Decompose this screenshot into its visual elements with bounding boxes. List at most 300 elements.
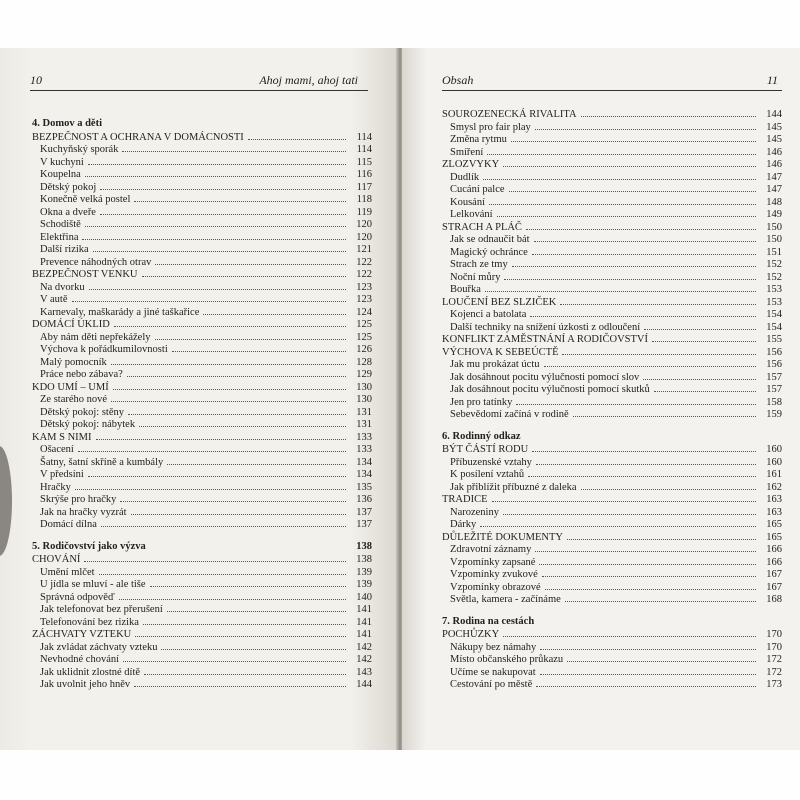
toc-entry-title: Změna rytmu: [450, 134, 507, 145]
toc-leader-dots: [528, 468, 756, 477]
toc-leader-dots: [487, 146, 756, 155]
toc-entry-title: K posílení vztahů: [450, 469, 525, 480]
toc-entry: [442, 443, 782, 456]
toc-leader-dots: [539, 556, 756, 565]
toc-entry-page: 138: [356, 540, 372, 552]
toc-entry-title: Další rizika: [40, 244, 89, 255]
toc-entry-title: Hračky: [40, 481, 71, 493]
toc-entry-title: Schodiště: [40, 219, 81, 230]
toc-entry-page: 137: [356, 506, 372, 518]
toc-entry: [32, 331, 372, 344]
toc-entry-title: Domácí dílna: [40, 519, 97, 530]
toc-entry: [32, 393, 372, 406]
toc-leader-dots: [139, 418, 346, 427]
toc-entry: [32, 666, 372, 679]
toc-leader-dots: [203, 306, 346, 315]
toc-leader-dots: [88, 468, 346, 477]
toc-entry-page: 150: [766, 234, 782, 245]
toc-entry: [442, 171, 782, 184]
toc-entry-page: 157: [766, 371, 782, 383]
toc-entry-title: Strach ze tmy: [450, 259, 508, 270]
toc-leader-dots: [542, 568, 756, 577]
toc-entry-title: Okna a dveře: [40, 206, 96, 218]
toc-entry-title: Správná odpověď: [40, 591, 115, 603]
toc-entry-page: 141: [356, 629, 372, 640]
toc-leader-dots: [122, 143, 346, 152]
toc-entry: [32, 231, 372, 244]
toc-entry-title: Cestování po městě: [450, 679, 533, 690]
toc-entry: [32, 268, 372, 281]
toc-entry-title: Příbuzenské vztahy: [450, 456, 532, 468]
toc-entry-title: KAM S NIMI: [32, 431, 92, 443]
toc-entry: [32, 443, 372, 456]
toc-entry: [442, 233, 782, 246]
toc-entry-page: 165: [766, 519, 782, 530]
binder-clip-shadow: [0, 446, 12, 556]
toc-entry: [32, 356, 372, 369]
toc-entry-page: 128: [356, 356, 372, 368]
toc-entry: [32, 641, 372, 654]
toc-leader-dots: [567, 653, 756, 662]
toc-leader-dots: [643, 371, 756, 380]
toc-leader-dots: [123, 653, 346, 662]
toc-entry-page: 163: [766, 494, 782, 505]
toc-entry-page: 162: [766, 481, 782, 493]
toc-entry: [442, 183, 782, 196]
toc-leader-dots: [101, 518, 346, 527]
toc-entry-page: 133: [356, 431, 372, 443]
toc-entry-title: ZÁCHVATY VZTEKU: [32, 629, 132, 640]
toc-entry-page: 146: [766, 159, 782, 170]
toc-entry-title: Jen pro tatínky: [450, 396, 513, 408]
toc-entry-title: Smysl pro fair play: [450, 121, 531, 133]
toc-entry-page: 152: [766, 271, 782, 283]
toc-entry: [32, 603, 372, 616]
toc-entry-page: 124: [356, 306, 372, 318]
toc-entry: [442, 308, 782, 321]
toc-entry-title: Bouřka: [450, 284, 481, 295]
toc-entry: [442, 468, 782, 481]
toc-leader-dots: [536, 678, 756, 687]
toc-leader-dots: [120, 493, 346, 502]
toc-entry-title: U jídla se mluví - ale tiše: [40, 579, 146, 590]
toc-entry-title: DŮLEŽITÉ DOKUMENTY: [442, 531, 564, 543]
toc-entry-page: 149: [766, 209, 782, 220]
toc-entry: [442, 678, 782, 691]
toc-entry-title: Umění mlčet: [40, 566, 95, 578]
toc-entry-title: Telefonování bez rizika: [40, 616, 139, 628]
toc-entry-page: 167: [766, 569, 782, 580]
toc-entry-title: Dětský pokoj: [40, 181, 97, 193]
toc-entry-page: 160: [766, 444, 782, 455]
toc-leader-dots: [85, 168, 346, 177]
toc-entry-title: Šatny, šatní skříně a kumbály: [40, 456, 164, 468]
toc-entry-title: Noční můry: [450, 271, 501, 283]
toc-entry: [32, 468, 372, 481]
toc-leader-dots: [114, 318, 346, 327]
toc-entry-title: STRACH A PLÁČ: [442, 221, 522, 233]
toc-entry: [32, 293, 372, 306]
toc-entry-title: Narozeniny: [450, 506, 499, 518]
toc-leader-dots: [131, 506, 346, 515]
toc-entry-title: Prevence náhodných otrav: [40, 256, 152, 268]
toc-entry: [32, 406, 372, 419]
toc-entry-title: Jak se odnaučit bát: [450, 234, 530, 245]
toc-leader-dots: [538, 616, 756, 624]
toc-entry: [442, 641, 782, 654]
toc-entry-title: Elektřina: [40, 231, 79, 243]
toc-entry: [32, 181, 372, 194]
toc-entry: [32, 368, 372, 381]
toc-leader-dots: [509, 183, 756, 192]
toc-entry-title: DOMÁCÍ ÚKLID: [32, 319, 110, 330]
toc-leader-dots: [567, 531, 756, 540]
toc-entry-page: 144: [356, 679, 372, 690]
toc-leader-dots: [644, 321, 756, 330]
toc-leader-dots: [581, 108, 756, 117]
toc-entry-page: 166: [766, 544, 782, 555]
toc-entry-title: Kousání: [450, 196, 485, 208]
toc-entry-title: Vzpomínky zvukové: [450, 569, 538, 580]
toc-leader-dots: [85, 218, 346, 227]
toc-leader-dots: [532, 246, 756, 255]
toc-leader-dots: [88, 156, 346, 165]
toc-entry-page: 170: [766, 641, 782, 653]
toc-entry-title: Konečně velká postel: [40, 194, 131, 205]
toc-entry-title: Výchova k pořádkumilovnosti: [40, 344, 168, 355]
toc-entry: [32, 156, 372, 169]
toc-entry: [32, 168, 372, 181]
toc-entry-title: Další techniky na snížení úzkosti z odloučení: [450, 321, 641, 333]
toc-entry-title: KONFLIKT ZAMĚSTNÁNÍ A RODIČOVSTVÍ: [442, 334, 649, 345]
left-page: [0, 48, 398, 750]
toc-leader-dots: [540, 666, 756, 675]
toc-entry: [442, 271, 782, 284]
toc-entry-title: Jak na hračky vyzrát: [40, 506, 127, 518]
toc-leader-dots: [565, 593, 756, 602]
toc-entry: [32, 493, 372, 506]
toc-entry-page: 163: [766, 506, 782, 518]
toc-entry: [442, 383, 782, 396]
toc-leader-dots: [489, 196, 756, 205]
toc-entry: [32, 281, 372, 294]
toc-entry-title: Jak uklidnit zlostné dítě: [40, 666, 141, 678]
toc-entry-title: POCHŮZKY: [442, 629, 500, 640]
toc-entry-title: Dárky: [450, 519, 477, 530]
toc-entry-page: 126: [356, 344, 372, 355]
toc-entry-page: 165: [766, 531, 782, 543]
toc-entry: [442, 346, 782, 359]
toc-entry: [32, 678, 372, 691]
toc-leader-dots: [530, 308, 756, 317]
toc-entry-title: V předsíni: [40, 469, 84, 480]
toc-entry: [32, 243, 372, 256]
toc-entry: [32, 566, 372, 579]
toc-leader-dots: [511, 133, 756, 142]
toc-leader-dots: [127, 368, 346, 377]
right-page: [402, 48, 800, 750]
toc-leader-dots: [562, 346, 756, 355]
right-head-rule: [442, 90, 782, 91]
toc-entry-page: 172: [766, 666, 782, 678]
toc-leader-dots: [82, 231, 346, 240]
toc-entry-title: Sebevědomí začíná v rodině: [450, 409, 569, 420]
toc-entry-title: VÝCHOVA K SEBEÚCTĚ: [442, 346, 559, 358]
toc-entry-title: Skrýše pro hračky: [40, 494, 117, 505]
toc-entry-title: Dětský pokoj: stěny: [40, 406, 124, 418]
toc-entry: [442, 628, 782, 641]
toc-entry-title: Světla, kamera - začínáme: [450, 594, 561, 605]
toc-entry-title: TRADICE: [442, 494, 488, 505]
toc-entry: [442, 196, 782, 209]
toc-entry-title: Nákupy bez námahy: [450, 641, 537, 653]
toc-entry-title: Místo občanského průkazu: [450, 654, 564, 665]
toc-entry: [442, 208, 782, 221]
toc-entry-page: 134: [356, 469, 372, 480]
toc-entry-title: Ze starého nové: [40, 394, 108, 405]
toc-entry-page: 142: [356, 641, 372, 653]
toc-leader-dots: [534, 233, 756, 242]
toc-entry-page: 141: [356, 616, 372, 628]
toc-entry: [32, 143, 372, 156]
toc-leader-dots: [119, 591, 346, 600]
toc-leader-dots: [96, 431, 346, 440]
toc-entry-page: 122: [356, 269, 372, 280]
toc-entry-title: Vzpomínky zapsané: [450, 556, 536, 568]
toc-entry-page: 145: [766, 121, 782, 133]
toc-leader-dots: [89, 281, 346, 290]
toc-entry: [32, 653, 372, 666]
toc-entry: [442, 158, 782, 171]
toc-entry: [442, 568, 782, 581]
toc-entry-page: 118: [356, 194, 372, 205]
toc-entry-page: 137: [356, 519, 372, 530]
toc-entry-page: 130: [356, 381, 372, 393]
toc-leader-dots: [497, 208, 756, 217]
toc-entry: [32, 318, 372, 331]
toc-entry: [32, 418, 372, 431]
toc-entry-title: CHOVÁNÍ: [32, 554, 81, 565]
toc-entry-page: 135: [356, 481, 372, 493]
toc-entry-page: 161: [766, 469, 782, 480]
toc-entry-title: Jak zvládat záchvaty vzteku: [40, 641, 158, 653]
right-running-head: Obsah: [442, 73, 474, 87]
toc-entry: [442, 431, 782, 444]
toc-leader-dots: [106, 118, 346, 126]
toc-leader-dots: [485, 283, 756, 292]
toc-leader-dots: [155, 331, 347, 340]
toc-entry-page: 140: [356, 591, 372, 603]
toc-entry-title: Aby nám děti nepřekážely: [40, 331, 151, 343]
toc-leader-dots: [544, 358, 756, 367]
toc-entry-page: 134: [356, 456, 372, 468]
toc-entry-title: Dětský pokoj: nábytek: [40, 419, 136, 430]
toc-leader-dots: [524, 431, 756, 439]
toc-leader-dots: [503, 506, 756, 515]
toc-leader-dots: [113, 381, 346, 390]
toc-entry: [442, 108, 782, 121]
toc-entry: [442, 506, 782, 519]
toc-leader-dots: [516, 396, 756, 405]
toc-leader-dots: [483, 171, 756, 180]
toc-entry-title: BEZPEČNOST VENKU: [32, 269, 138, 280]
toc-leader-dots: [480, 518, 756, 527]
toc-leader-dots: [652, 333, 756, 342]
toc-leader-dots: [503, 628, 756, 637]
toc-leader-dots: [111, 393, 346, 402]
toc-entry: [32, 456, 372, 469]
toc-entry-page: 152: [766, 259, 782, 270]
toc-entry: [442, 358, 782, 371]
toc-entry: [442, 581, 782, 594]
toc-entry-page: 120: [356, 231, 372, 243]
toc-entry-title: Nevhodné chování: [40, 654, 120, 665]
toc-entry: [32, 553, 372, 566]
toc-entry: [442, 296, 782, 309]
toc-leader-dots: [535, 543, 756, 552]
toc-entry-page: 133: [356, 444, 372, 455]
toc-entry-page: 153: [766, 284, 782, 295]
toc-entry-title: Jak telefonovat bez přerušení: [40, 604, 163, 615]
toc-entry-title: 6. Rodinný odkaz: [442, 430, 521, 442]
toc-entry-page: 114: [356, 131, 372, 143]
toc-entry-page: 157: [766, 384, 782, 395]
toc-entry-page: 125: [356, 331, 372, 343]
toc-entry-page: 123: [356, 281, 372, 293]
toc-entry-title: Karnevaly, maškarády a jiné taškařice: [40, 306, 200, 318]
toc-entry-page: 114: [356, 144, 372, 155]
open-book: [0, 48, 800, 750]
toc-entry-page: 131: [356, 419, 372, 430]
toc-leader-dots: [100, 206, 346, 215]
toc-entry-page: 121: [356, 244, 372, 255]
toc-leader-dots: [143, 616, 346, 625]
toc-leader-dots: [560, 296, 756, 305]
toc-entry-title: Kuchyňský sporák: [40, 144, 119, 155]
toc-entry-title: Magický ochránce: [450, 246, 528, 258]
toc-entry: [442, 371, 782, 384]
toc-leader-dots: [535, 121, 756, 130]
toc-entry: [442, 221, 782, 234]
toc-entry-page: 115: [356, 156, 372, 168]
toc-entry: [32, 591, 372, 604]
toc-entry-page: 122: [356, 256, 372, 268]
toc-entry-page: 154: [766, 321, 782, 333]
toc-leader-dots: [504, 271, 756, 280]
toc-entry: [442, 493, 782, 506]
toc-entry-title: Cucání palce: [450, 184, 505, 195]
toc-entry-title: Jak mu prokázat úctu: [450, 359, 540, 370]
toc-entry-page: 154: [766, 309, 782, 320]
toc-entry-title: Zdravotní záznamy: [450, 544, 532, 555]
toc-entry-page: 129: [356, 369, 372, 380]
toc-entry-page: 153: [766, 296, 782, 308]
toc-entry-page: 136: [356, 494, 372, 505]
toc-entry-page: 144: [766, 109, 782, 120]
toc-entry: [442, 283, 782, 296]
toc-leader-dots: [135, 628, 346, 637]
left-toc: [32, 108, 372, 691]
toc-leader-dots: [167, 603, 346, 612]
toc-entry: [442, 593, 782, 606]
toc-leader-dots: [581, 481, 756, 490]
toc-entry: [442, 556, 782, 569]
toc-leader-dots: [161, 641, 346, 650]
toc-entry-title: Lelkování: [450, 209, 493, 220]
toc-entry: [32, 306, 372, 319]
toc-entry: [442, 518, 782, 531]
toc-entry-title: 7. Rodina na cestách: [442, 615, 535, 627]
toc-entry-page: 156: [766, 346, 782, 358]
toc-entry-page: 159: [766, 409, 782, 420]
toc-entry: [32, 518, 372, 531]
toc-entry-page: 130: [356, 394, 372, 405]
left-page-number: 10: [30, 73, 42, 87]
toc-entry-page: 139: [356, 579, 372, 590]
toc-leader-dots: [536, 456, 756, 465]
toc-entry-page: 166: [766, 556, 782, 568]
toc-entry-page: 141: [356, 604, 372, 615]
toc-leader-dots: [532, 443, 756, 452]
toc-entry-page: 119: [356, 206, 372, 218]
toc-entry-title: Vzpomínky obrazové: [450, 581, 541, 593]
toc-entry-title: 4. Domov a děti: [32, 118, 102, 129]
toc-entry-page: 155: [766, 334, 782, 345]
toc-entry: [32, 628, 372, 641]
toc-entry-title: LOUČENÍ BEZ SLZIČEK: [442, 296, 557, 308]
toc-entry-page: 143: [356, 666, 372, 678]
toc-entry-page: 168: [766, 594, 782, 605]
toc-leader-dots: [99, 566, 346, 575]
toc-entry-page: 125: [356, 319, 372, 330]
toc-entry: [32, 206, 372, 219]
toc-entry-title: SOUROZENECKÁ RIVALITA: [442, 109, 577, 120]
toc-leader-dots: [93, 243, 346, 252]
toc-entry: [442, 456, 782, 469]
toc-entry-title: Malý pomocník: [40, 356, 107, 368]
toc-entry: [442, 543, 782, 556]
toc-leader-dots: [134, 678, 346, 687]
toc-entry-title: Práce nebo zábava?: [40, 369, 123, 380]
toc-leader-dots: [134, 193, 346, 202]
toc-entry-page: 158: [766, 396, 782, 408]
toc-entry-page: 173: [766, 679, 782, 690]
right-toc: [442, 108, 782, 691]
toc-entry-title: Jak dosáhnout pocitu výlučnosti pomocí slov: [450, 371, 640, 383]
toc-entry-page: 146: [766, 146, 782, 158]
toc-leader-dots: [72, 293, 346, 302]
toc-leader-dots: [84, 553, 346, 562]
toc-leader-dots: [167, 456, 346, 465]
toc-entry: [32, 578, 372, 591]
toc-entry: [32, 506, 372, 519]
toc-entry: [442, 616, 782, 629]
toc-entry: [442, 653, 782, 666]
toc-leader-dots: [545, 581, 756, 590]
toc-entry-page: 172: [766, 654, 782, 665]
toc-entry: [442, 531, 782, 544]
toc-leader-dots: [150, 578, 346, 587]
toc-entry-page: 120: [356, 219, 372, 230]
toc-entry-page: 131: [356, 406, 372, 418]
toc-entry: [442, 333, 782, 346]
toc-leader-dots: [540, 641, 756, 650]
toc-entry: [32, 118, 372, 131]
toc-entry-page: 147: [766, 171, 782, 183]
toc-leader-dots: [503, 158, 756, 167]
toc-entry-title: V kuchyni: [40, 156, 84, 168]
toc-entry-page: 160: [766, 456, 782, 468]
